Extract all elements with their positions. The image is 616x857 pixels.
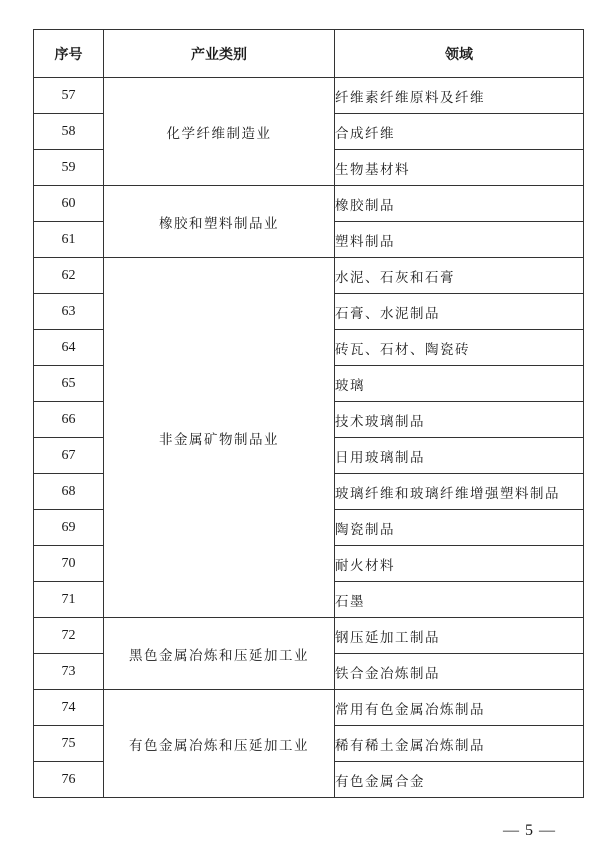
row-number: 75	[34, 726, 104, 762]
domain-cell: 玻璃纤维和玻璃纤维增强塑料制品	[335, 474, 584, 510]
row-number: 69	[34, 510, 104, 546]
row-number: 65	[34, 366, 104, 402]
row-number: 62	[34, 258, 104, 294]
category-cell: 黑色金属冶炼和压延加工业	[104, 618, 335, 690]
header-domain: 领域	[335, 30, 584, 78]
category-cell: 有色金属冶炼和压延加工业	[104, 690, 335, 798]
table-row	[34, 618, 584, 654]
table-row	[34, 690, 584, 726]
row-number: 68	[34, 474, 104, 510]
row-number: 70	[34, 546, 104, 582]
row-number: 76	[34, 762, 104, 798]
row-number: 61	[34, 222, 104, 258]
domain-cell: 玻璃	[335, 366, 584, 402]
industry-domain-table	[33, 29, 584, 798]
domain-cell: 有色金属合金	[335, 762, 584, 798]
domain-cell: 稀有稀土金属冶炼制品	[335, 726, 584, 762]
category-cell: 非金属矿物制品业	[104, 258, 335, 618]
header-category: 产业类别	[104, 30, 335, 78]
page-number: — 5 —	[503, 822, 556, 839]
category-cell: 橡胶和塑料制品业	[104, 186, 335, 258]
domain-cell: 橡胶制品	[335, 186, 584, 222]
domain-cell: 耐火材料	[335, 546, 584, 582]
row-number: 67	[34, 438, 104, 474]
row-number: 73	[34, 654, 104, 690]
domain-cell: 日用玻璃制品	[335, 438, 584, 474]
category-cell: 化学纤维制造业	[104, 78, 335, 186]
header-number: 序号	[34, 30, 104, 78]
row-number: 59	[34, 150, 104, 186]
table-header-row	[34, 30, 584, 78]
row-number: 57	[34, 78, 104, 114]
row-number: 72	[34, 618, 104, 654]
domain-cell: 钢压延加工制品	[335, 618, 584, 654]
row-number: 64	[34, 330, 104, 366]
domain-cell: 石膏、水泥制品	[335, 294, 584, 330]
row-number: 60	[34, 186, 104, 222]
domain-cell: 生物基材料	[335, 150, 584, 186]
domain-cell: 水泥、石灰和石膏	[335, 258, 584, 294]
table-row	[34, 78, 584, 114]
domain-cell: 陶瓷制品	[335, 510, 584, 546]
table-row	[34, 186, 584, 222]
domain-cell: 纤维素纤维原料及纤维	[335, 78, 584, 114]
domain-cell: 技术玻璃制品	[335, 402, 584, 438]
row-number: 63	[34, 294, 104, 330]
row-number: 74	[34, 690, 104, 726]
domain-cell: 常用有色金属冶炼制品	[335, 690, 584, 726]
domain-cell: 铁合金冶炼制品	[335, 654, 584, 690]
domain-cell: 塑料制品	[335, 222, 584, 258]
row-number: 58	[34, 114, 104, 150]
row-number: 71	[34, 582, 104, 618]
domain-cell: 砖瓦、石材、陶瓷砖	[335, 330, 584, 366]
table-row	[34, 258, 584, 294]
row-number: 66	[34, 402, 104, 438]
domain-cell: 合成纤维	[335, 114, 584, 150]
domain-cell: 石墨	[335, 582, 584, 618]
